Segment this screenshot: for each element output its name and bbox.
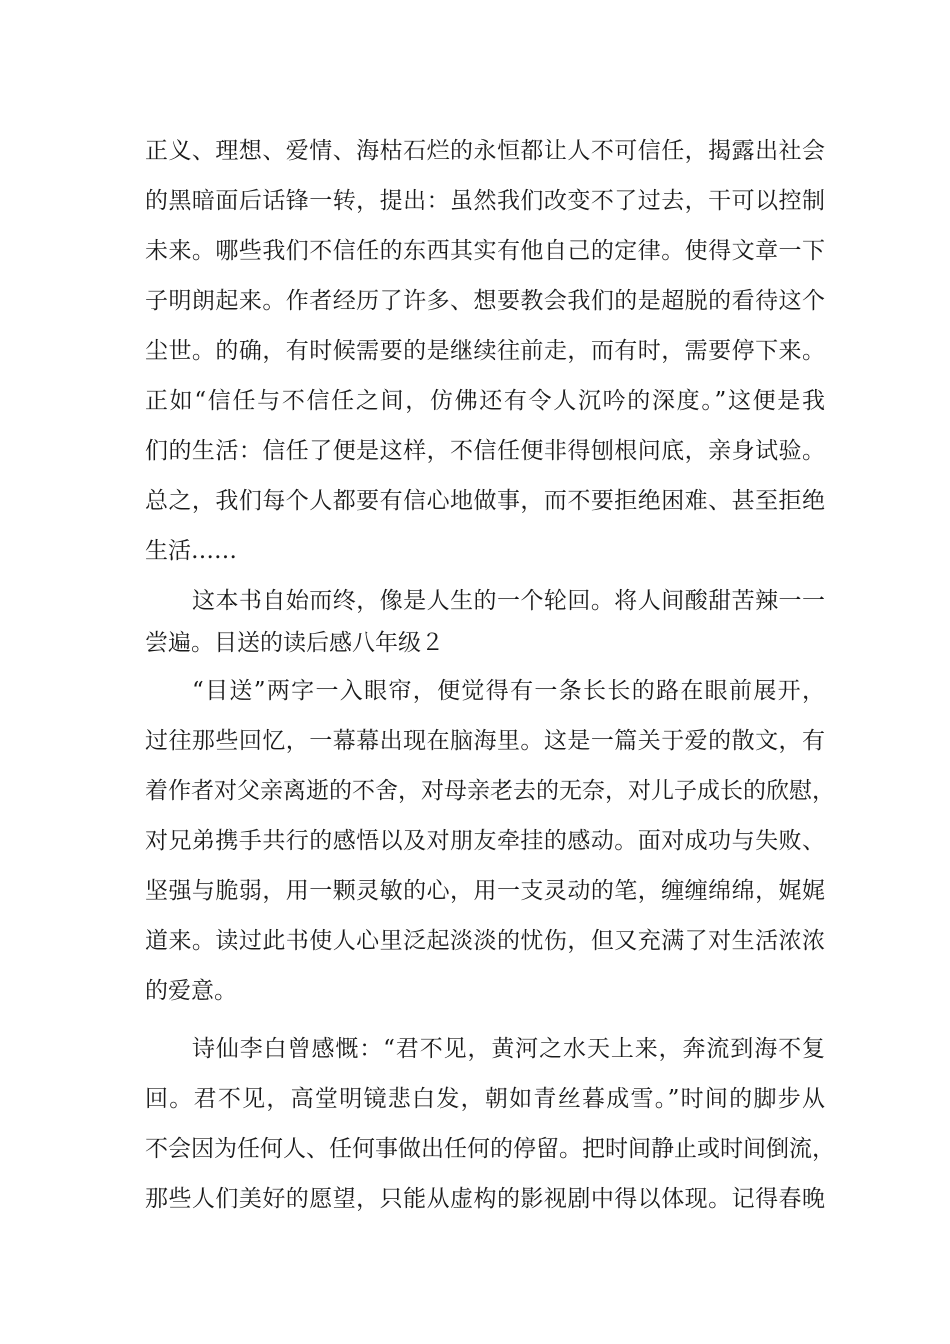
text-line: 子明朗起来。作者经历了许多、想要教会我们的是超脱的看待这个: [145, 288, 825, 314]
text-line: 生活……: [145, 538, 237, 564]
text-line: 对兄弟携手共行的感悟以及对朋友牵挂的感动。面对成功与失败、: [145, 828, 825, 854]
text-line: 着作者对父亲离逝的不舍，对母亲老去的无奈，对儿子成长的欣慰，: [145, 778, 835, 804]
text-line: 正义、理想、爱情、海枯石烂的永恒都让人不可信任，揭露出社会: [145, 138, 825, 164]
text-line: 正如“信任与不信任之间，仿佛还有令人沉吟的深度。”这便是我: [145, 388, 825, 414]
text-line: 尝遍。目送的读后感八年级２: [145, 630, 444, 656]
text-line: 未来。哪些我们不信任的东西其实有他自己的定律。使得文章一下: [145, 238, 825, 264]
paragraph-first-line: 这本书自始而终，像是人生的一个轮回。将人间酸甜苦辣一一: [192, 588, 825, 614]
paragraph-first-line: 诗仙李白曾感慨：“君不见，黄河之水天上来，奔流到海不复: [192, 1036, 825, 1062]
text-line: 们的生活：信任了便是这样，不信任便非得刨根问底，亲身试验。: [145, 438, 825, 464]
text-line: 尘世。的确，有时候需要的是继续往前走，而有时，需要停下来。: [145, 338, 825, 364]
text-line: 回。君不见，高堂明镜悲白发，朝如青丝暮成雪。”时间的脚步从: [145, 1086, 825, 1112]
text-line: 总之，我们每个人都要有信心地做事，而不要拒绝困难、甚至拒绝: [145, 488, 825, 514]
text-line: 过往那些回忆，一幕幕出现在脑海里。这是一篇关于爱的散文，有: [145, 728, 825, 754]
text-line: 那些人们美好的愿望，只能从虚构的影视剧中得以体现。记得春晚: [145, 1186, 825, 1212]
paragraph-first-line: “目送”两字一入眼帘，便觉得有一条长长的路在眼前展开，: [192, 678, 825, 704]
text-line: 道来。读过此书使人心里泛起淡淡的忧伤，但又充满了对生活浓浓: [145, 928, 825, 954]
text-line: 不会因为任何人、任何事做出任何的停留。把时间静止或时间倒流，: [145, 1136, 835, 1162]
text-line: 的黑暗面后话锋一转，提出：虽然我们改变不了过去，干可以控制: [145, 188, 825, 214]
text-line: 坚强与脆弱，用一颗灵敏的心，用一支灵动的笔，缠缠绵绵，娓娓: [145, 878, 825, 904]
text-line: 的爱意。: [145, 978, 237, 1004]
